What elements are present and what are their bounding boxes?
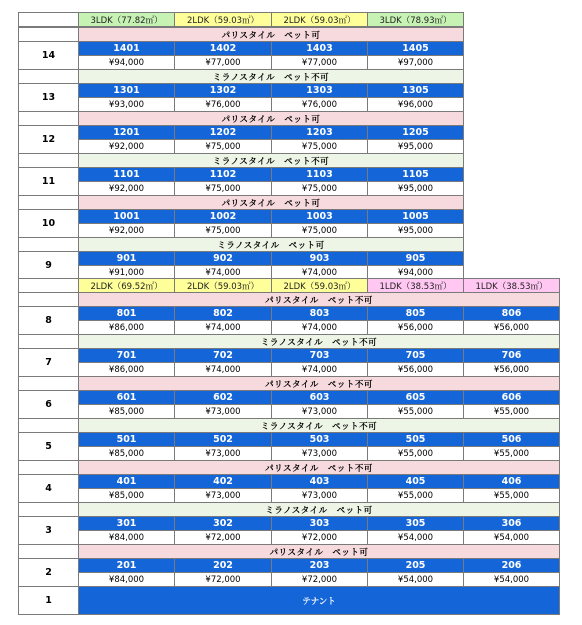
room-number: 1205 xyxy=(367,125,464,140)
floor-number: 12 xyxy=(18,125,79,154)
floor-blank-cell xyxy=(18,418,79,433)
room-number: 1305 xyxy=(367,83,464,98)
room-number: 305 xyxy=(367,516,464,531)
room-rent: ¥76,000 xyxy=(174,97,272,112)
floor-blank-cell xyxy=(18,376,79,391)
room-number: 902 xyxy=(174,251,272,266)
unit-type-header: 1LDK（38.53㎡） xyxy=(367,278,464,293)
room-number: 802 xyxy=(174,306,272,321)
room-rent: ¥85,000 xyxy=(78,488,175,503)
floor-style-label: パリスタイル ペット可 xyxy=(78,111,464,126)
floor-style-label: ミラノスタイル ペット可 xyxy=(78,502,560,517)
room-number: 401 xyxy=(78,474,175,489)
room-number: 1002 xyxy=(174,209,272,224)
room-rent: ¥56,000 xyxy=(367,320,464,335)
room-rent: ¥92,000 xyxy=(78,223,175,238)
floor-style-label: ミラノスタイル ペット不可 xyxy=(78,153,464,168)
unit-type-header: 2LDK（59.03㎡） xyxy=(174,12,272,27)
header-blank-cell xyxy=(18,12,79,27)
floor-number: 10 xyxy=(18,209,79,238)
room-number: 506 xyxy=(463,432,560,447)
floor-number: 6 xyxy=(18,390,79,419)
room-number: 402 xyxy=(174,474,272,489)
room-number: 1401 xyxy=(78,41,175,56)
room-number: 1105 xyxy=(367,167,464,182)
room-number: 606 xyxy=(463,390,560,405)
unit-type-header: 3LDK（77.82㎡） xyxy=(78,12,175,27)
floor-style-label: ミラノスタイル ペット不可 xyxy=(78,334,560,349)
room-number: 202 xyxy=(174,558,272,573)
floor-number: 14 xyxy=(18,41,79,70)
room-number: 501 xyxy=(78,432,175,447)
room-rent: ¥77,000 xyxy=(271,55,368,70)
room-rent: ¥73,000 xyxy=(271,446,368,461)
room-number: 1001 xyxy=(78,209,175,224)
room-number: 1201 xyxy=(78,125,175,140)
floor-number: 9 xyxy=(18,251,79,280)
room-number: 405 xyxy=(367,474,464,489)
room-number: 306 xyxy=(463,516,560,531)
room-number: 803 xyxy=(271,306,368,321)
room-number: 1405 xyxy=(367,41,464,56)
room-rent: ¥74,000 xyxy=(271,320,368,335)
room-rent: ¥84,000 xyxy=(78,530,175,545)
room-rent: ¥73,000 xyxy=(174,446,272,461)
room-number: 705 xyxy=(367,348,464,363)
room-number: 302 xyxy=(174,516,272,531)
room-rent: ¥73,000 xyxy=(271,404,368,419)
floor-blank-cell xyxy=(18,502,79,517)
room-rent: ¥86,000 xyxy=(78,320,175,335)
room-rent: ¥96,000 xyxy=(367,97,464,112)
room-rent: ¥73,000 xyxy=(271,488,368,503)
floor-number: 3 xyxy=(18,516,79,545)
room-number: 505 xyxy=(367,432,464,447)
unit-type-header: 2LDK（59.03㎡） xyxy=(271,12,368,27)
room-rent: ¥72,000 xyxy=(271,572,368,587)
room-number: 1103 xyxy=(271,167,368,182)
unit-type-header: 2LDK（59.03㎡） xyxy=(174,278,272,293)
room-rent: ¥97,000 xyxy=(367,55,464,70)
room-rent: ¥55,000 xyxy=(463,404,560,419)
room-number: 1303 xyxy=(271,83,368,98)
floor-style-label: パリスタイル ペット可 xyxy=(78,544,560,559)
room-rent: ¥56,000 xyxy=(463,362,560,377)
unit-type-header: 1LDK（38.53㎡） xyxy=(463,278,560,293)
unit-type-header: 3LDK（78.93㎡） xyxy=(367,12,464,27)
room-number: 1101 xyxy=(78,167,175,182)
room-rent: ¥75,000 xyxy=(174,139,272,154)
room-rent: ¥55,000 xyxy=(463,446,560,461)
room-number: 702 xyxy=(174,348,272,363)
room-rent: ¥86,000 xyxy=(78,362,175,377)
room-number: 201 xyxy=(78,558,175,573)
room-number: 502 xyxy=(174,432,272,447)
room-number: 903 xyxy=(271,251,368,266)
room-rent: ¥75,000 xyxy=(174,181,272,196)
floor-blank-cell xyxy=(18,195,79,210)
floor-blank-cell xyxy=(18,69,79,84)
floor-style-label: パリスタイル ペット不可 xyxy=(78,292,560,307)
room-rent: ¥72,000 xyxy=(174,530,272,545)
room-number: 1003 xyxy=(271,209,368,224)
room-number: 1402 xyxy=(174,41,272,56)
room-rent: ¥54,000 xyxy=(463,530,560,545)
floor-blank-cell xyxy=(18,27,79,42)
floor-style-label: パリスタイル ペット可 xyxy=(78,27,464,42)
room-rent: ¥94,000 xyxy=(367,265,464,280)
room-number: 203 xyxy=(271,558,368,573)
room-rent: ¥85,000 xyxy=(78,404,175,419)
room-rent: ¥85,000 xyxy=(78,446,175,461)
room-number: 601 xyxy=(78,390,175,405)
room-rent: ¥72,000 xyxy=(174,572,272,587)
room-number: 905 xyxy=(367,251,464,266)
room-rent: ¥73,000 xyxy=(174,404,272,419)
room-rent: ¥75,000 xyxy=(271,181,368,196)
floor-number: 4 xyxy=(18,474,79,503)
room-number: 406 xyxy=(463,474,560,489)
unit-type-header: 2LDK（69.52㎡） xyxy=(78,278,175,293)
floor-blank-cell xyxy=(18,460,79,475)
room-number: 805 xyxy=(367,306,464,321)
room-rent: ¥95,000 xyxy=(367,223,464,238)
room-rent: ¥74,000 xyxy=(271,362,368,377)
room-number: 706 xyxy=(463,348,560,363)
room-number: 603 xyxy=(271,390,368,405)
floor-style-label: パリスタイル ペット不可 xyxy=(78,460,560,475)
floor-style-label: ミラノスタイル ペット不可 xyxy=(78,418,560,433)
room-number: 1102 xyxy=(174,167,272,182)
room-number: 1203 xyxy=(271,125,368,140)
room-rent: ¥54,000 xyxy=(367,572,464,587)
room-number: 1403 xyxy=(271,41,368,56)
room-rent: ¥84,000 xyxy=(78,572,175,587)
room-number: 901 xyxy=(78,251,175,266)
floor-number: 13 xyxy=(18,83,79,112)
floor-number: 2 xyxy=(18,558,79,587)
floor-blank-cell xyxy=(18,111,79,126)
room-rent: ¥76,000 xyxy=(271,97,368,112)
room-number: 503 xyxy=(271,432,368,447)
room-number: 403 xyxy=(271,474,368,489)
room-rent: ¥91,000 xyxy=(78,265,175,280)
room-rent: ¥92,000 xyxy=(78,181,175,196)
floor-blank-cell xyxy=(18,237,79,252)
room-rent: ¥95,000 xyxy=(367,139,464,154)
room-rent: ¥75,000 xyxy=(271,139,368,154)
header-blank-cell xyxy=(18,278,79,293)
room-number: 703 xyxy=(271,348,368,363)
room-number: 605 xyxy=(367,390,464,405)
room-number: 806 xyxy=(463,306,560,321)
room-rent: ¥74,000 xyxy=(174,320,272,335)
floor-number: 8 xyxy=(18,306,79,335)
room-rent: ¥55,000 xyxy=(367,404,464,419)
floor-style-label: ミラノスタイル ペット不可 xyxy=(78,69,464,84)
room-number: 602 xyxy=(174,390,272,405)
room-rent: ¥92,000 xyxy=(78,139,175,154)
floor-style-label: パリスタイル ペット可 xyxy=(78,195,464,210)
floor-style-label: ミラノスタイル ペット可 xyxy=(78,237,464,252)
floor-number: 11 xyxy=(18,167,79,196)
room-rent: ¥55,000 xyxy=(367,446,464,461)
room-rent: ¥55,000 xyxy=(367,488,464,503)
room-rent: ¥56,000 xyxy=(463,320,560,335)
room-rent: ¥73,000 xyxy=(174,488,272,503)
tenant-space: テナント xyxy=(78,586,560,615)
room-rent: ¥93,000 xyxy=(78,97,175,112)
room-rent: ¥54,000 xyxy=(463,572,560,587)
floor-blank-cell xyxy=(18,153,79,168)
room-rent: ¥74,000 xyxy=(174,265,272,280)
room-rent: ¥74,000 xyxy=(174,362,272,377)
room-rent: ¥74,000 xyxy=(271,265,368,280)
floor-number: 1 xyxy=(18,586,79,615)
room-rent: ¥75,000 xyxy=(174,223,272,238)
floor-style-label: パリスタイル ペット不可 xyxy=(78,376,560,391)
room-rent: ¥55,000 xyxy=(463,488,560,503)
room-number: 801 xyxy=(78,306,175,321)
unit-type-header: 2LDK（59.03㎡） xyxy=(271,278,368,293)
room-number: 1005 xyxy=(367,209,464,224)
room-rent: ¥95,000 xyxy=(367,181,464,196)
floor-number: 7 xyxy=(18,348,79,377)
floor-blank-cell xyxy=(18,292,79,307)
room-number: 1202 xyxy=(174,125,272,140)
room-number: 701 xyxy=(78,348,175,363)
room-rent: ¥72,000 xyxy=(271,530,368,545)
room-rent: ¥54,000 xyxy=(367,530,464,545)
room-number: 206 xyxy=(463,558,560,573)
room-rent: ¥75,000 xyxy=(271,223,368,238)
room-number: 1302 xyxy=(174,83,272,98)
floor-blank-cell xyxy=(18,334,79,349)
room-number: 205 xyxy=(367,558,464,573)
floor-number: 5 xyxy=(18,432,79,461)
room-rent: ¥56,000 xyxy=(367,362,464,377)
room-number: 303 xyxy=(271,516,368,531)
room-rent: ¥77,000 xyxy=(174,55,272,70)
floor-blank-cell xyxy=(18,544,79,559)
room-number: 301 xyxy=(78,516,175,531)
room-rent: ¥94,000 xyxy=(78,55,175,70)
room-number: 1301 xyxy=(78,83,175,98)
